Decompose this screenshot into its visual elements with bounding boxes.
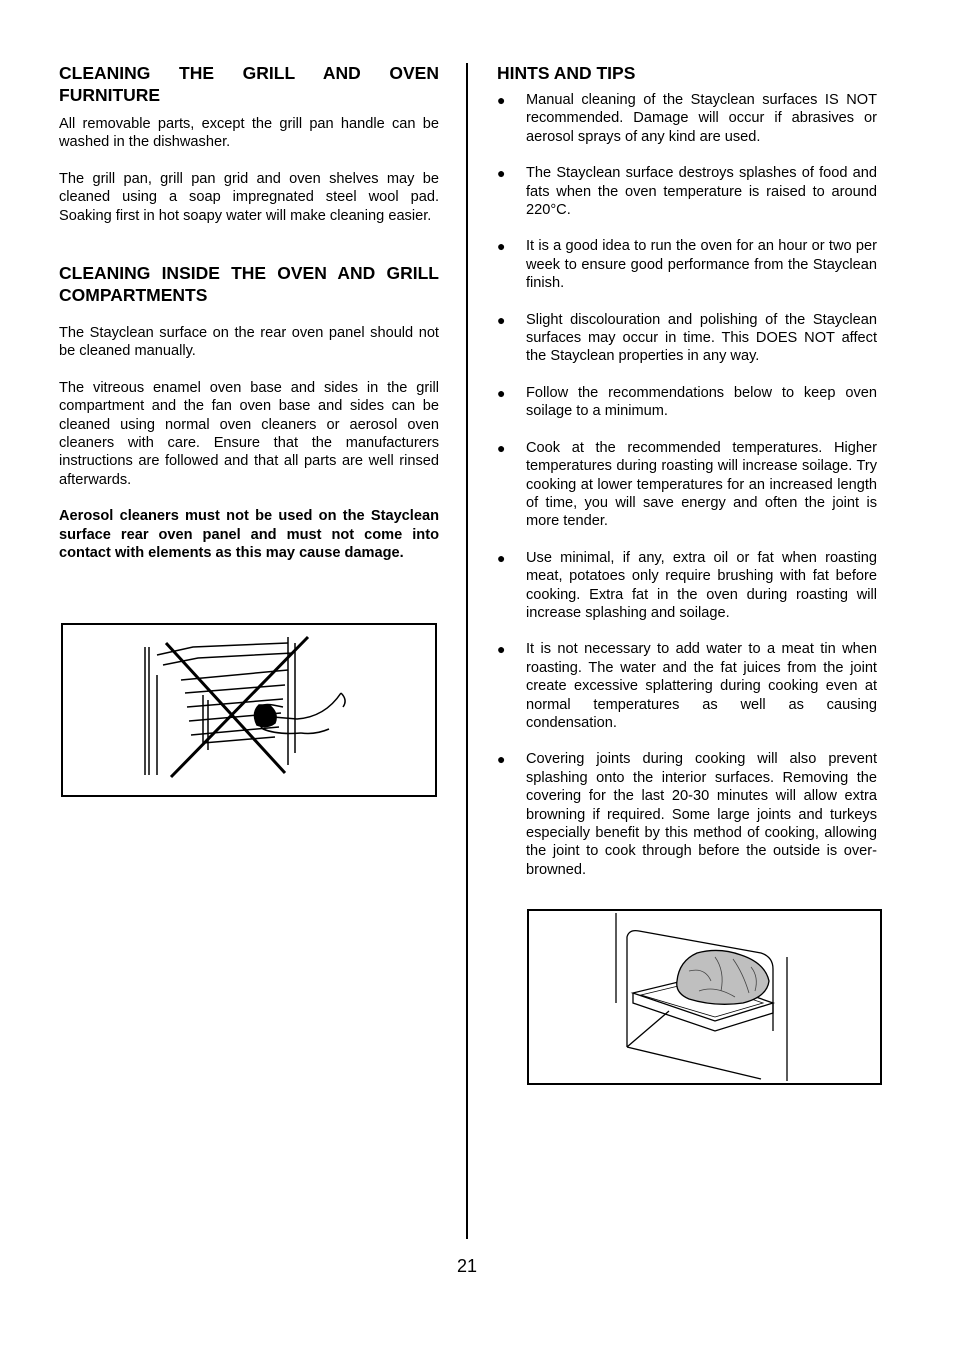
paragraph-grill-pan-cleaning: The grill pan, grill pan grid and oven shelves may be cleaned using a soap impregnated steel wool pad. Soaking first in hot soapy water will make cleaning easier. xyxy=(59,170,439,224)
bullet-icon: ● xyxy=(497,92,506,108)
list-item xyxy=(497,91,877,146)
list-item xyxy=(497,640,877,732)
bullet-icon: ● xyxy=(497,549,506,566)
list-item xyxy=(497,237,877,292)
bullet-icon: ● xyxy=(497,439,506,456)
tip-text: Cook at the recommended temperatures. Higher temperatures during roasting will increase soilage. Try cooking at lower temperatures for an increased length of time, you will save energy and often the joint is more tender. xyxy=(526,439,877,530)
warning-aerosol-cleaners: Aerosol cleaners must not be used on the Stayclean surface rear oven panel and must not come into contact with elements as this may cause damage. xyxy=(59,508,439,562)
page-number: 21 xyxy=(456,1256,478,1276)
illustration-hand-cleaning-oven xyxy=(63,625,435,795)
section-title-cleaning-inside: CLEANING INSIDE THE OVEN AND GRILL COMPARTMENTS xyxy=(59,263,439,306)
paragraph-stayclean-rear-panel: The Stayclean surface on the rear oven panel should not be cleaned manually. xyxy=(59,325,439,360)
right-column xyxy=(497,62,877,879)
tip-text: Use minimal, if any, extra oil or fat when roasting meat, potatoes only require brushing with fat before cooking. Extra fat in the oven during roasting will increase splashing and soilage. xyxy=(526,549,877,621)
bullet-icon: ● xyxy=(497,238,506,255)
list-item xyxy=(497,750,877,879)
paragraph-vitreous-enamel: The vitreous enamel oven base and sides in the grill compartment and the fan oven base and sides can be cleaned using normal oven cleaners or aerosol oven cleaners with care. Ensure that the manufacturers instructions are followed and that all parts are well rinsed afterwards. xyxy=(59,379,439,488)
figure-covered-joint xyxy=(527,909,882,1085)
hints-list xyxy=(497,91,877,879)
tip-text: It is not necessary to add water to a meat tin when roasting. The water and the fat juices from the joint create excessive splattering during cooking even at normal temperatures as well as causing condensation. xyxy=(526,641,877,731)
list-item xyxy=(497,164,877,219)
tip-text: It is a good idea to run the oven for an hour or two per week to ensure good performance from the Stayclean finish. xyxy=(526,238,877,292)
bullet-icon: ● xyxy=(497,384,506,401)
list-item xyxy=(497,311,877,366)
bullet-icon: ● xyxy=(497,165,506,182)
figure-no-manual-cleaning xyxy=(61,623,437,797)
bullet-icon: ● xyxy=(497,641,506,658)
list-item xyxy=(497,549,877,623)
list-item xyxy=(497,439,877,531)
illustration-roasting-tin-joint xyxy=(529,911,880,1083)
tip-text: The Stayclean surface destroys splashes of food and fats when the oven temperature is raised to around 220°C. xyxy=(526,165,877,219)
paragraph-removable-parts: All removable parts, except the grill pan handle can be washed in the dishwasher. xyxy=(59,116,439,151)
bullet-icon: ● xyxy=(497,311,506,328)
tip-text: Slight discolouration and polishing of the Stayclean surfaces may occur in time. This DOES NOT affect the Stayclean properties in any way. xyxy=(526,311,877,365)
section-title-hints-tips: HINTS AND TIPS xyxy=(497,63,636,83)
column-divider xyxy=(466,63,468,1239)
tip-text: Manual cleaning of the Stayclean surfaces IS NOT recommended. Damage will occur if abrasives or aerosol sprays of any kind are used. xyxy=(526,92,877,145)
left-column xyxy=(59,62,439,563)
section-title-cleaning-grill: CLEANING THE GRILL AND OVEN FURNITURE xyxy=(59,63,439,105)
tip-text: Covering joints during cooking will also prevent splashing onto the interior surfaces. Removing the covering for the last 20-30 minutes will allow extra browning if required. Some large joints and turkeys especially benefit by this method of cooking, allowing the joint to cook through before the outside is over-browned. xyxy=(526,751,877,878)
tip-text: Follow the recommendations below to keep oven soilage to a minimum. xyxy=(526,384,877,420)
bullet-icon: ● xyxy=(497,751,506,768)
list-item xyxy=(497,384,877,421)
